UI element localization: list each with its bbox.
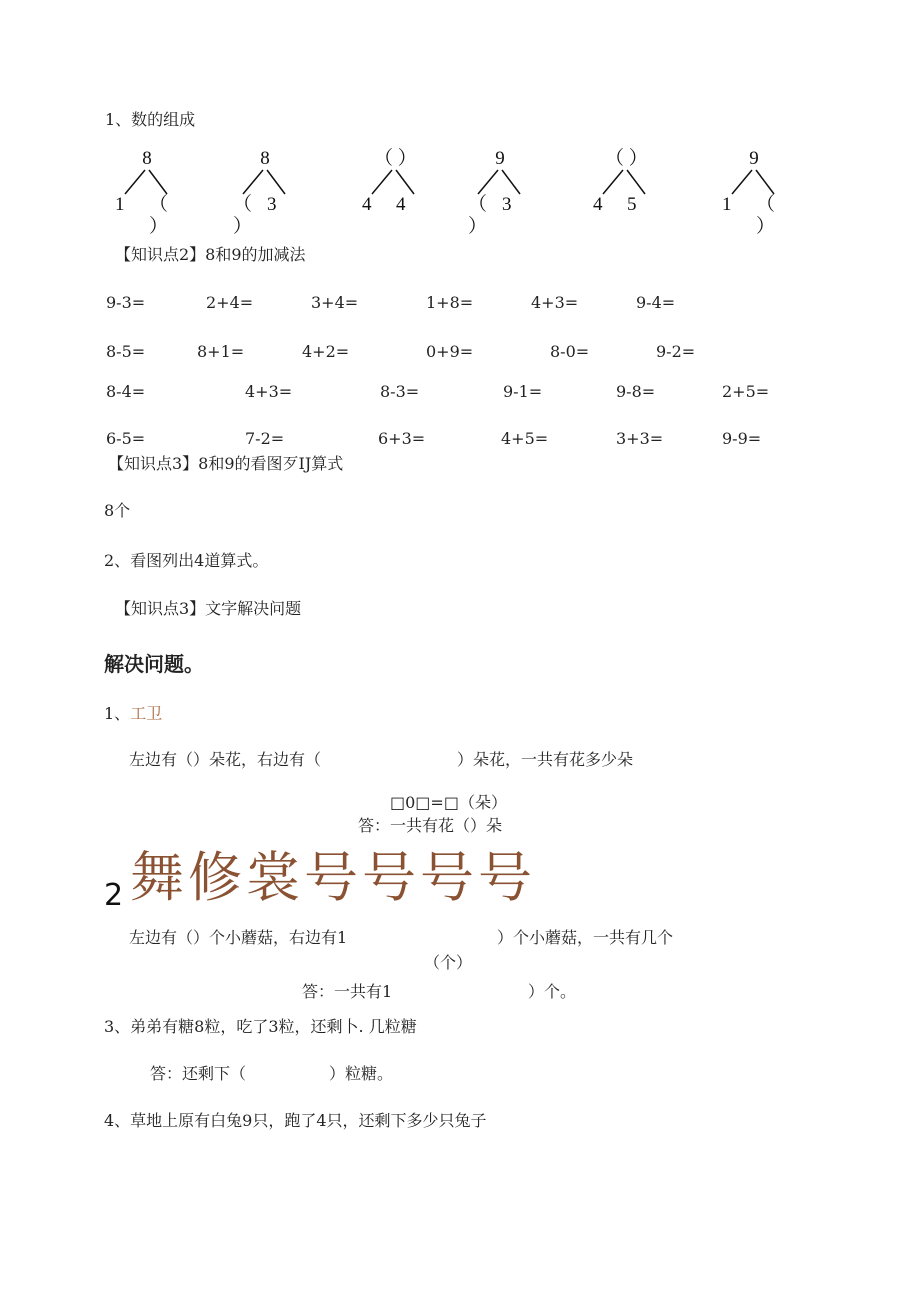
tree-right: 5 [627,194,637,215]
equation: 6-5= [106,429,146,448]
tree-top: 9 [495,148,505,169]
tree-branches [362,168,426,196]
kp2-title: 【知识点2】8和9的加减法 [115,245,306,264]
tree-left: 1 [722,194,732,215]
composition-tree [722,148,786,237]
equation: 9-2= [656,342,696,361]
q3-text: 3、弟弟有糖8粒，吃了3粒，还剩卜. 几粒糖 [104,1017,417,1036]
equation: 8+1= [197,342,245,361]
tree-right: 4 [396,194,406,215]
tree-left: 4 [362,194,372,215]
composition-tree [593,148,657,218]
q1-image-text: 工卫 [130,704,163,723]
section1-title: 1、数的组成 [105,110,196,129]
tree-left: （ ） [468,194,488,237]
q2-answer-b: ）个。 [528,982,577,1001]
composition-tree [233,148,297,237]
equation: 9-4= [636,293,676,312]
tree-right: 3 [502,194,512,215]
equation: 2+4= [206,293,254,312]
equation: 8-5= [106,342,146,361]
tree-branches [593,168,657,196]
q2-image-text: 舞修裳号号号号 [130,846,536,909]
tree-top: 8 [142,148,152,169]
q2-text-a: 左边有（）个小蘑菇，右边有1 [129,928,348,947]
q3-answer-a: 答：还剩下（ [150,1064,247,1083]
equation: 7-2= [245,429,285,448]
tree-right: （ ） [756,194,776,237]
tree-right: （ ） [149,194,169,237]
kp3a-count: 8个 [104,501,131,520]
tree-right: 3 [267,194,277,215]
tree-top: 8 [260,148,270,169]
section2-title: 2、看图列出4道算式。 [104,551,269,570]
equation: 2+5= [722,382,770,401]
tree-left: 1 [115,194,125,215]
q1-text-a: 左边有（）朵花，右边有（ [129,750,322,769]
q2-unit: （个） [424,953,473,972]
q1-text-b: ）朵花，一共有花多少朵 [457,750,634,769]
tree-top: （ ） [605,148,648,169]
q4-text: 4、草地上原有白兔9只，跑了4只，还剩下多少只兔子 [104,1111,487,1130]
tree-branches [233,168,297,196]
equation: 4+5= [501,429,549,448]
tree-top: 9 [749,148,759,169]
solve-heading: 解决问题。 [104,652,204,676]
equation: 9-8= [616,382,656,401]
equation: 9-9= [722,429,762,448]
equation: 8-0= [550,342,590,361]
equation: 9-1= [503,382,543,401]
q2-number: 2 [104,878,124,913]
equation: 0+9= [426,342,474,361]
tree-branches [115,168,179,196]
tree-top: （ ） [374,148,417,169]
equation: 4+3= [531,293,579,312]
equation: 3+4= [311,293,359,312]
tree-branches [722,168,786,196]
equation: 4+3= [245,382,293,401]
equation: 1+8= [426,293,474,312]
tree-left: （ ） [233,194,253,237]
tree-branches [468,168,532,196]
composition-tree [115,148,179,237]
equation: 9-3= [106,293,146,312]
kp3b-title: 【知识点3】文字解决问题 [115,599,302,618]
q2-answer-a: 答：一共有1 [302,982,393,1001]
tree-left: 4 [593,194,603,215]
equation: 3+3= [616,429,664,448]
q1-answer: 答：一共有花（）朵 [358,816,503,835]
q1-formula: □0□=□（朵） [390,793,507,812]
composition-tree [362,148,426,218]
composition-tree [468,148,532,237]
kp3a-title: 【知识点3】8和9的看图歹IJ算式 [108,454,344,473]
equation: 8-3= [380,382,420,401]
q1-num: 1、 [104,704,131,723]
q1-number [104,704,162,724]
q2-text-b: ）个小蘑菇，一共有几个 [497,928,674,947]
equation: 8-4= [106,382,146,401]
q3-answer-b: ）粒糖。 [329,1064,394,1083]
equation: 6+3= [378,429,426,448]
equation: 4+2= [302,342,350,361]
